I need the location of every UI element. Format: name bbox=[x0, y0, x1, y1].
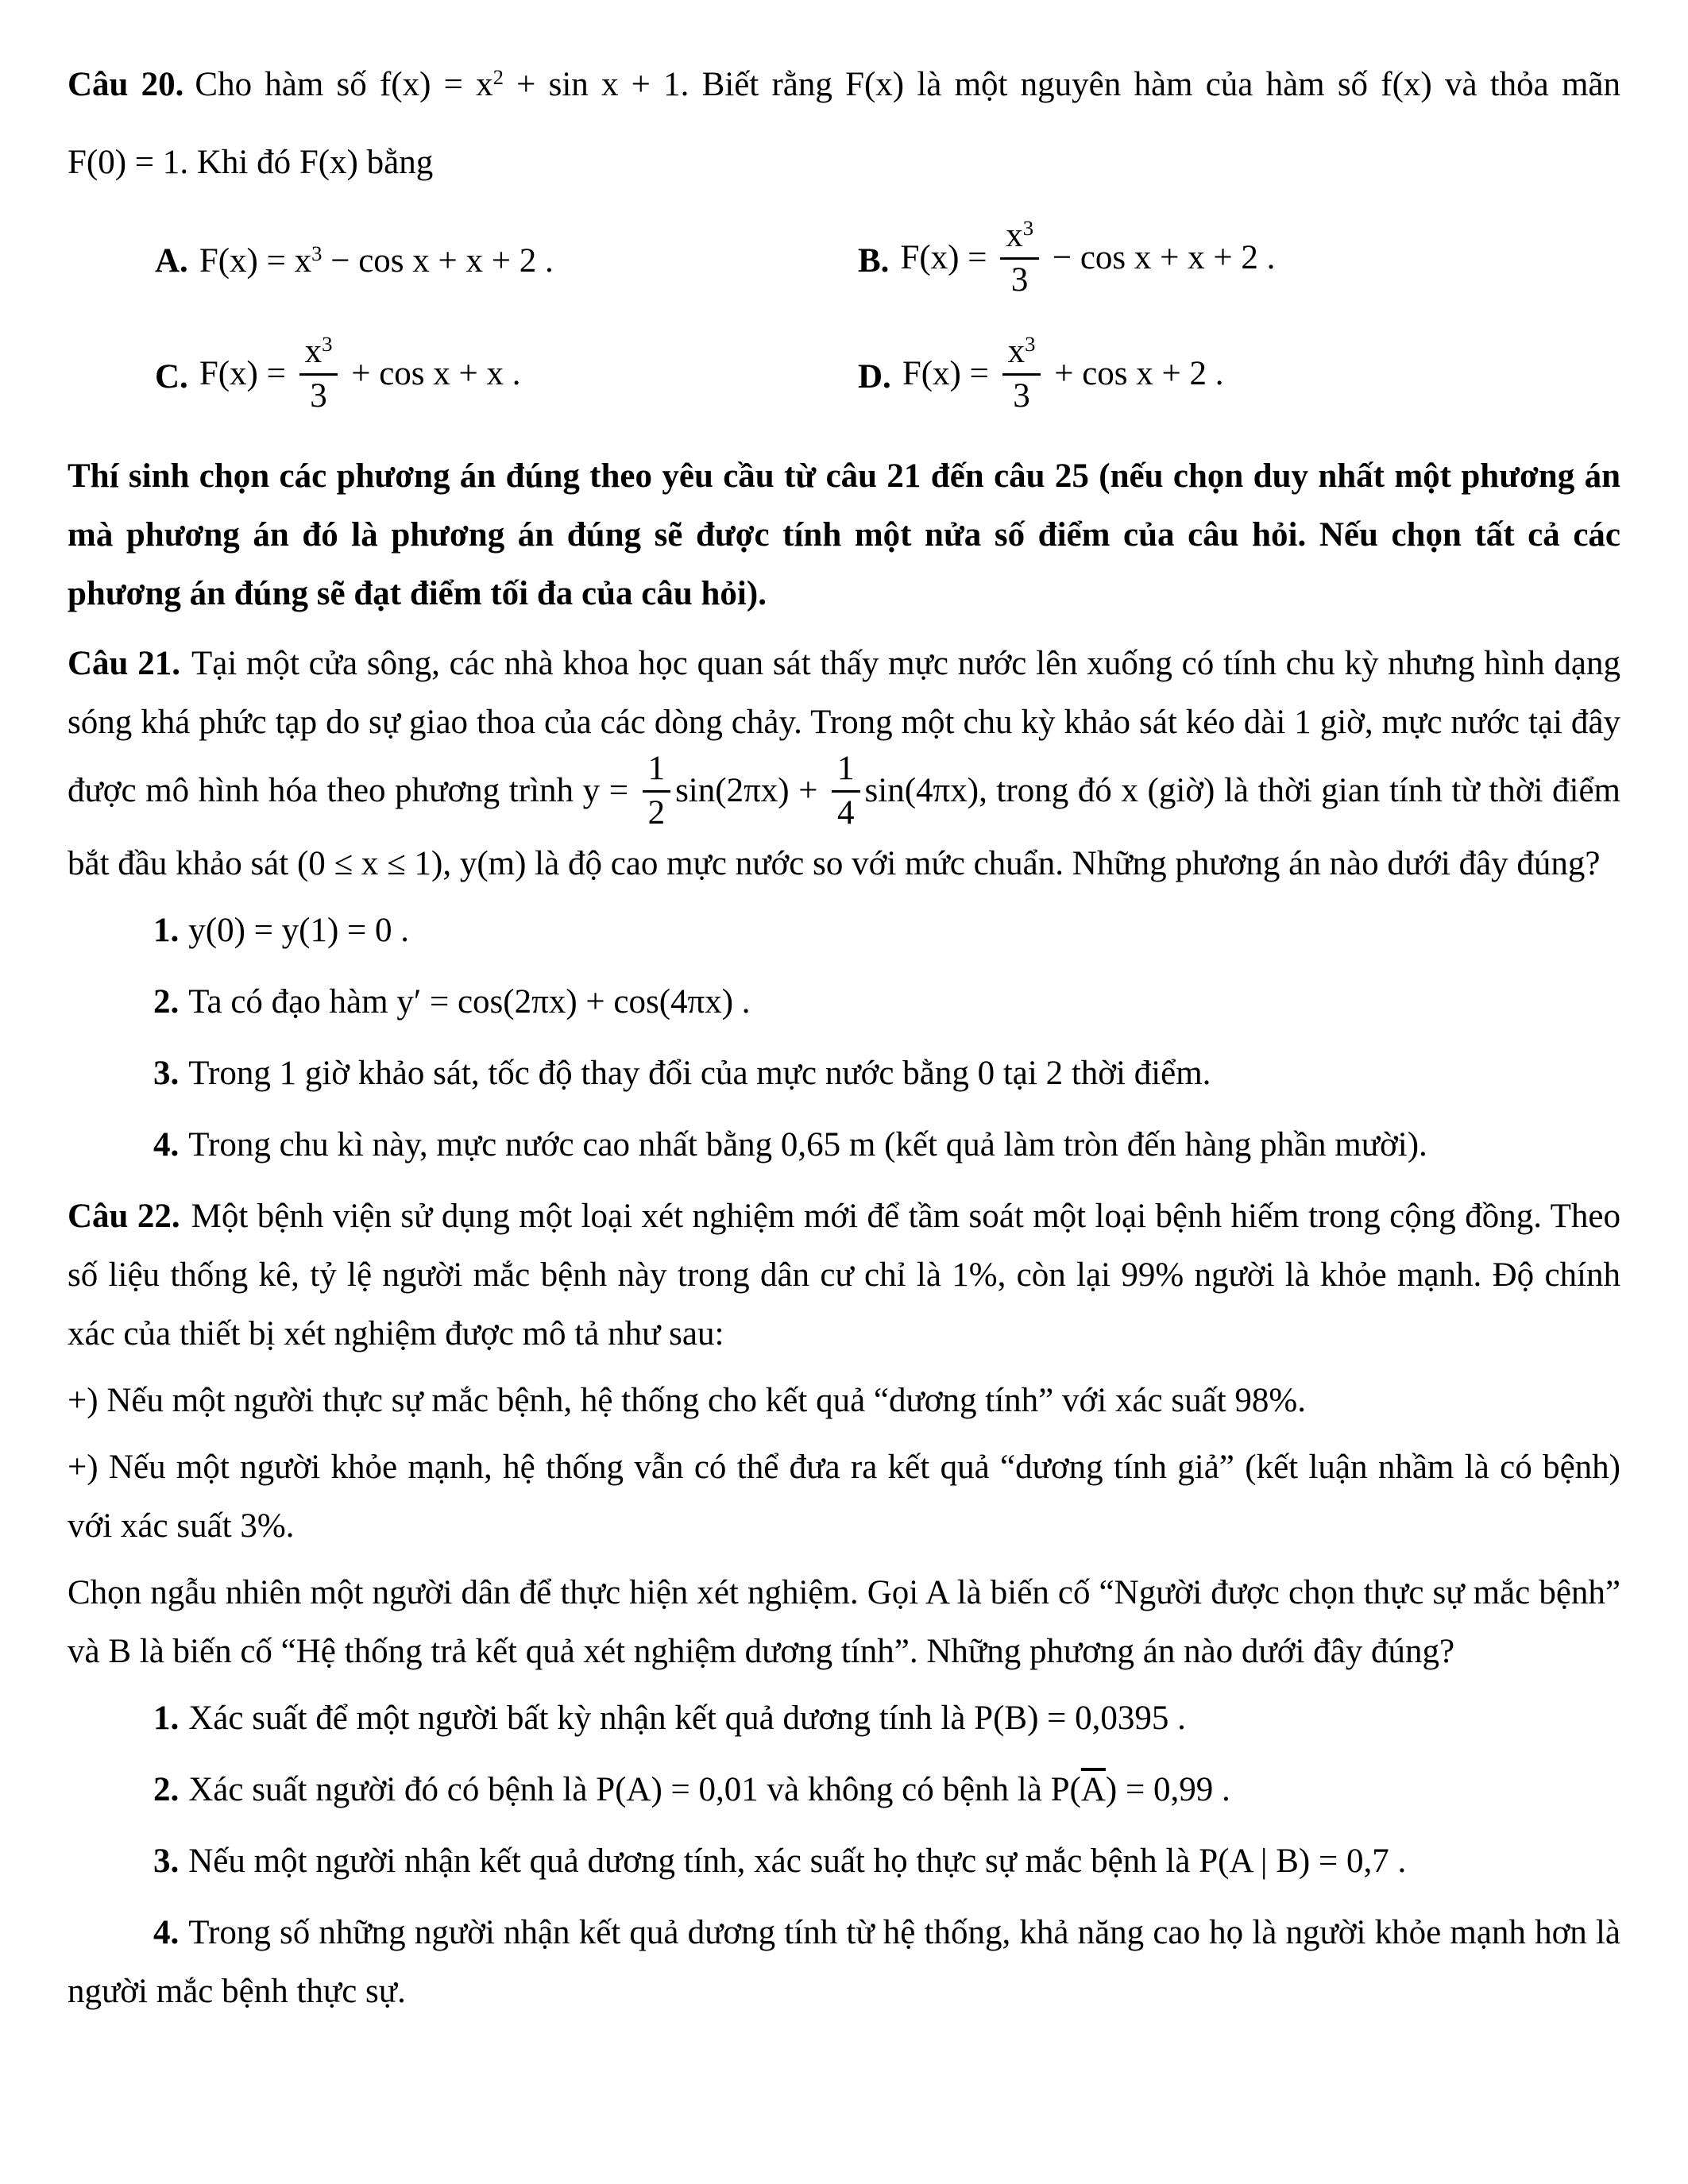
text-segment: và thỏa mãn bbox=[1431, 66, 1620, 103]
text-segment: và không có bệnh là bbox=[758, 1770, 1051, 1808]
math-expression: $P(\overline{A}) = 0,99$ . bbox=[1050, 1770, 1230, 1808]
text-segment: . Biết rằng bbox=[680, 66, 846, 103]
item-label: 2. bbox=[153, 982, 180, 1021]
math-expression: F(x) = $\frac{x^3}{3}$ − cos x + x + 2 . bbox=[900, 216, 1276, 299]
text-segment: , bbox=[442, 844, 460, 882]
q22-item-1 bbox=[68, 1689, 1620, 1748]
q22-bullet-2: +) Nếu một người khỏe mạnh, hệ thống vẫn có thể đưa ra kết quả “dương tính giả” (kết luận nhầm là có bệnh) với xác suất 3%. bbox=[68, 1448, 1620, 1545]
math-expression: P(B) = 0,0395 . bbox=[974, 1699, 1186, 1737]
q22-item-3 bbox=[68, 1832, 1620, 1891]
text-segment: , trong đó bbox=[979, 771, 1122, 809]
q22-item-2 bbox=[68, 1761, 1620, 1819]
q21-item-1 bbox=[68, 901, 1620, 960]
math-expression: F(x) = $\frac{x^3}{3}$ + cos x + x . bbox=[199, 332, 521, 415]
text-segment: Xác suất để một người bất kỳ nhận kết quả dương tính là bbox=[188, 1699, 975, 1737]
item-label: 1. bbox=[153, 911, 180, 949]
math-expression: (0 ≤ x ≤ 1) bbox=[296, 844, 443, 882]
math-expression: x (giờ) bbox=[1121, 771, 1215, 809]
text-segment: Ta có đạo hàm bbox=[188, 982, 397, 1021]
q22-item-4 bbox=[68, 1904, 1620, 2021]
text-segment: . Khi đó bbox=[180, 144, 299, 181]
q20-options bbox=[68, 216, 1620, 419]
fraction: $\frac{x^3}{3}$ bbox=[299, 333, 338, 415]
question-label: Câu 21. bbox=[68, 644, 180, 682]
text-segment: bằng bbox=[357, 144, 434, 181]
q22-bullet-1: +) Nếu một người thực sự mắc bệnh, hệ thống cho kết quả “dương tính” với xác suất 98%. bbox=[68, 1381, 1306, 1419]
text-segment: Trong 1 giờ khảo sát, tốc độ thay đổi của mực nước bằng 0 tại 2 thời điểm. bbox=[188, 1054, 1211, 1092]
q21-item-3 bbox=[68, 1044, 1620, 1103]
option-label: B. bbox=[858, 241, 890, 280]
item-label: 3. bbox=[153, 1842, 180, 1880]
math-expression: y(m) bbox=[459, 844, 527, 882]
question-21-paragraph bbox=[68, 635, 1620, 893]
option-label: C. bbox=[155, 357, 188, 396]
item-label: 3. bbox=[153, 1054, 180, 1092]
q22-choose-paragraph: Chọn ngẫu nhiên một người dân để thực hiện xét nghiệm. Gọi A là biến cố “Người được chọn thực sự mắc bệnh” và B là biến cố “Hệ thống trả kết quả xét nghiệm dương tính”. Những phương án nào dưới đây đúng? bbox=[68, 1573, 1620, 1670]
item-label: 4. bbox=[153, 1125, 180, 1163]
math-expression: P(A) = 0,01 bbox=[596, 1770, 759, 1808]
math-expression: $f(x) = x^2 + \sin x + 1$ bbox=[379, 65, 681, 103]
text-segment: Nếu một người nhận kết quả dương tính, xác suất họ thực sự mắc bệnh là bbox=[188, 1842, 1199, 1880]
question-label: Câu 20. bbox=[68, 66, 184, 103]
item-label: 4. bbox=[153, 1913, 180, 1951]
math-expression: f(x) bbox=[1381, 66, 1432, 103]
text-segment: là độ cao mực nước so với mức chuẩn. Những phương án nào dưới đây đúng? bbox=[526, 844, 1601, 882]
text-segment: Trong số những người nhận kết quả dương tính từ hệ thống, khả năng cao họ là người khỏe mạnh hơn là người mắc bệnh thực sự. bbox=[68, 1913, 1620, 2010]
text-segment: Tại một cửa sông, các nhà khoa học quan sát thấy mực nước lên xuống có tính chu kỳ nhưng hình dạng sóng khá phức tạp do sự giao thoa của các dòng chảy. Trong một chu kỳ khảo sát kéo dài 1 giờ, mực nước tại đây được mô hình hóa theo phương trình bbox=[68, 644, 1621, 809]
instruction-paragraph: Thí sinh chọn các phương án đúng theo yêu cầu từ câu 21 đến câu 25 (nếu chọn duy nhất một phương án mà phương án đó là phương án đúng sẽ được tính một nửa số điểm của câu hỏi. Nếu chọn tất cả các phương án đúng sẽ đạt điểm tối đa của câu hỏi). bbox=[68, 457, 1620, 612]
math-expression: F(x) = $\frac{x^3}{3}$ + cos x + 2 . bbox=[902, 332, 1224, 415]
question-20-paragraph bbox=[68, 46, 1620, 202]
text-segment: Trong chu kì này, mực nước cao nhất bằng 0,65 m (kết quả làm tròn đến hàng phần mười). bbox=[188, 1125, 1427, 1163]
option-label: A. bbox=[155, 241, 188, 280]
text-segment: Cho hàm số bbox=[195, 66, 380, 103]
question-22-paragraph bbox=[68, 1187, 1620, 1364]
option-b bbox=[858, 216, 1620, 302]
math-expression: F(0) = 1 bbox=[68, 144, 180, 181]
fraction: $\frac{1}{2}$ bbox=[643, 750, 671, 832]
text-segment: là thời gian tính từ thời điểm bắt đầu khảo sát bbox=[68, 771, 1620, 882]
math-expression: F(x) bbox=[299, 144, 358, 181]
a-complement-overline: $\overline{A}$ bbox=[1080, 1770, 1106, 1808]
option-c bbox=[155, 332, 858, 418]
option-label: D. bbox=[858, 357, 891, 396]
text-segment: là một nguyên hàm của hàm số bbox=[904, 66, 1381, 103]
fraction: $\frac{1}{4}$ bbox=[832, 750, 860, 832]
q21-item-4 bbox=[68, 1116, 1620, 1175]
math-expression: P(A | B) = 0,7 . bbox=[1199, 1842, 1407, 1880]
math-expression: F(x) bbox=[845, 66, 905, 103]
q21-item-2 bbox=[68, 973, 1620, 1032]
option-a bbox=[155, 219, 858, 302]
fraction: $\frac{x^3}{3}$ bbox=[1000, 217, 1039, 299]
item-label: 1. bbox=[153, 1699, 180, 1737]
text-segment: Xác suất người đó có bệnh là bbox=[188, 1770, 597, 1808]
math-expression: y(0) = y(1) = 0 . bbox=[188, 911, 410, 949]
text-segment: Một bệnh viện sử dụng một loại xét nghiệm mới để tầm soát một loại bệnh hiếm trong cộng đồng. Theo số liệu thống kê, tỷ lệ người mắc bệnh này trong dân cư chỉ là 1%, còn lại 99% người là khỏe mạnh. Độ chính xác của thiết bị xét nghiệm được mô tả như sau: bbox=[68, 1197, 1620, 1352]
option-d bbox=[858, 332, 1620, 418]
item-label: 2. bbox=[153, 1770, 180, 1808]
math-expression: y′ = cos(2πx) + cos(4πx) . bbox=[396, 982, 751, 1021]
fraction: $\frac{x^3}{3}$ bbox=[1002, 333, 1041, 415]
q21-equation: y = $\frac{1}{2}$ sin(2πx) + $\frac{1}{4}$ sin(4πx) bbox=[582, 749, 979, 832]
math-expression: $F(x) = x^3 - \cos x + x + 2$ . bbox=[199, 241, 554, 280]
question-label: Câu 22. bbox=[68, 1197, 180, 1235]
